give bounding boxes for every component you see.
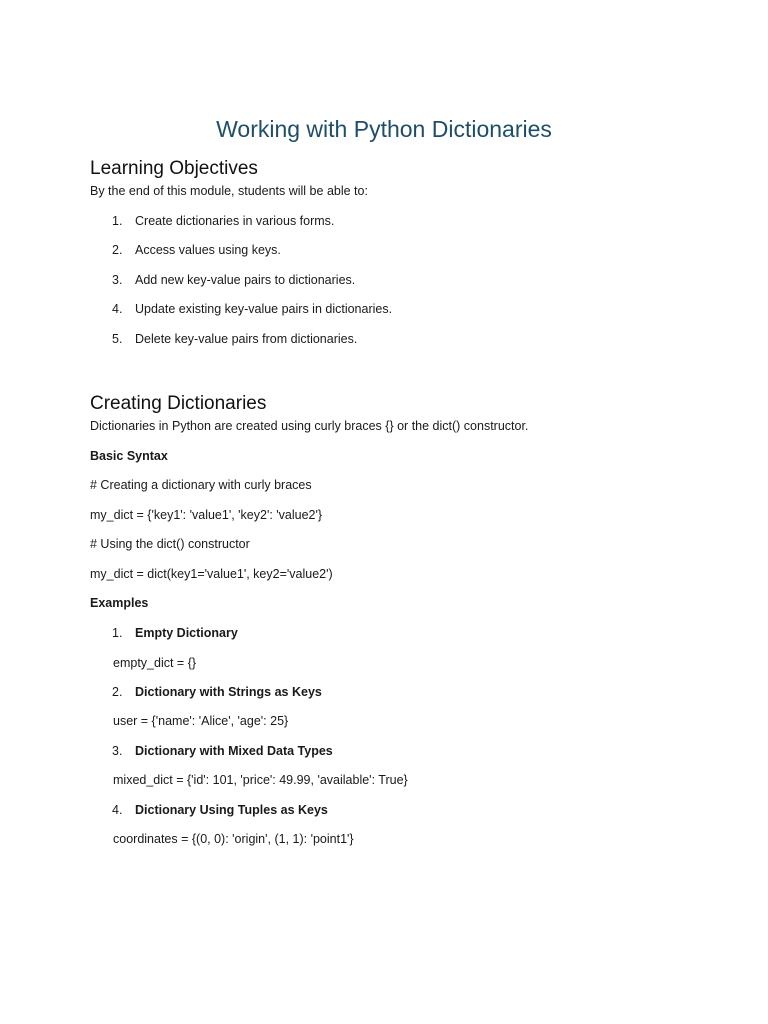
example-code: coordinates = {(0, 0): 'origin', (1, 1): 'point1'} [113, 832, 354, 846]
example-code: mixed_dict = {'id': 101, 'price': 49.99, 'available': True} [113, 773, 408, 787]
objective-item: 4. Update existing key-value pairs in dictionaries. [112, 302, 393, 316]
example-code: user = {'name': 'Alice', 'age': 25} [113, 714, 289, 728]
objective-item: 3. Add new key-value pairs to dictionaries. [112, 273, 356, 287]
objective-item: 5. Delete key-value pairs from dictionaries. [112, 332, 358, 346]
example-code: empty_dict = {} [113, 656, 197, 670]
example-title: 4. Dictionary Using Tuples as Keys [112, 803, 328, 817]
examples-label: Examples [90, 596, 149, 610]
syntax-code: my_dict = {'key1': 'value1', 'key2': 'value2'} [90, 508, 323, 522]
syntax-comment: # Creating a dictionary with curly braces [90, 478, 312, 492]
objective-item: 2. Access values using keys. [112, 243, 281, 257]
example-title: 3. Dictionary with Mixed Data Types [112, 744, 333, 758]
basic-syntax-label: Basic Syntax [90, 449, 168, 463]
learning-objectives-heading: Learning Objectives [90, 158, 258, 179]
objectives-intro: By the end of this module, students will be able to: [90, 184, 368, 198]
syntax-comment: # Using the dict() constructor [90, 537, 250, 551]
example-title: 1. Empty Dictionary [112, 626, 238, 640]
document-title: Working with Python Dictionaries [216, 116, 552, 142]
objective-item: 1. Create dictionaries in various forms. [112, 214, 335, 228]
creating-dictionaries-heading: Creating Dictionaries [90, 393, 267, 414]
syntax-code: my_dict = dict(key1='value1', key2='value2') [90, 567, 333, 581]
creating-intro: Dictionaries in Python are created using curly braces {} or the dict() constructor. [90, 419, 529, 433]
example-title: 2. Dictionary with Strings as Keys [112, 685, 322, 699]
